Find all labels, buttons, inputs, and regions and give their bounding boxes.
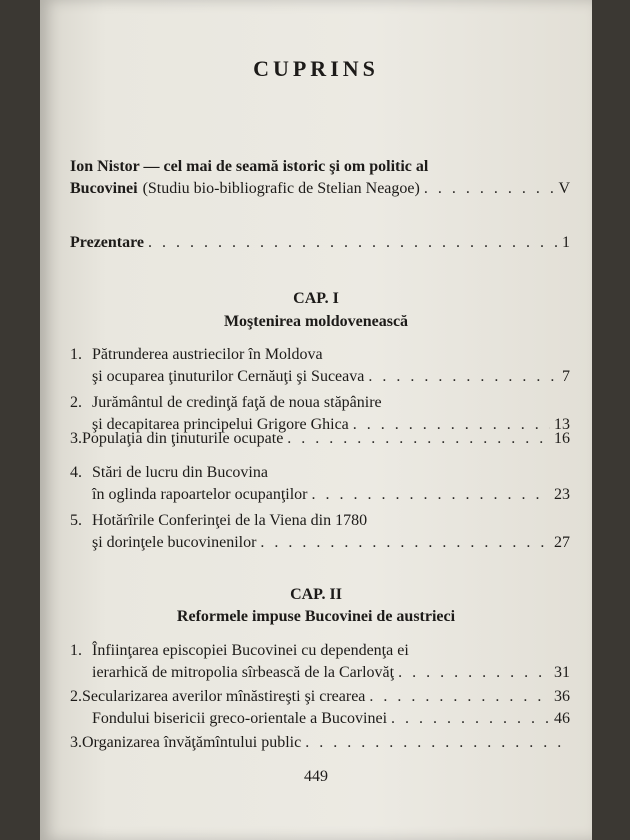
item-line2: în oglinda rapoartelor ocupanţilor [92,486,308,503]
item-number: 1. [70,346,82,363]
leader-dots [368,366,558,388]
leader-dots [311,484,550,506]
leader-dots [398,662,550,684]
leader-dots [148,232,558,254]
item-number: 2. [70,394,82,411]
item-line1: Hotărîrile Conferinţei de la Viena din 1780 [92,512,368,529]
item-line1: Secularizarea averilor mînăstireşti şi crearea [82,688,366,705]
toc-entry [70,732,570,754]
page-number: 27 [554,534,570,551]
page-number: 13 [554,416,570,433]
toc-entry-intro [70,156,570,200]
toc-entry [70,344,570,388]
prezentare-label: Prezentare [70,234,145,251]
leader-dots [369,686,550,708]
item-number: 3. [70,430,82,447]
item-number: 5. [70,512,82,529]
book-page [40,0,592,840]
toc-entry-prezentare [70,232,570,254]
toc-entry [70,640,570,684]
item-number: 1. [70,642,82,659]
page-number: 1 [562,234,570,251]
toc-entry [70,686,570,730]
toc-entry [70,428,570,450]
chapter-1-label: CAP. I [293,290,339,307]
item-line2: ierarhică de mitropolia sîrbească de la Carlovăţ [92,664,395,681]
page-number: V [558,180,570,197]
leader-dots [305,732,566,754]
item-line1: Jurământul de credinţă faţă de noua stăpânire [92,394,382,411]
intro-line2-rest: (Studiu bio-bibliografic de Stelian Neagoe) [142,180,420,197]
leader-dots [260,532,550,554]
page-number: 23 [554,486,570,503]
page-number: 16 [554,430,570,447]
item-line1: Pătrunderea austriecilor în Moldova [92,346,323,363]
page-number: 7 [562,368,570,385]
item-number: 3. [70,734,82,751]
page-folio: 449 [304,768,328,785]
item-line1: Înfiinţarea episcopiei Bucovinei cu dependenţa ei [92,642,409,659]
leader-dots [287,428,550,450]
page-number: 46 [554,710,570,727]
item-line2: Fondului bisericii greco-orientale a Bucovinei [92,710,388,727]
chapter-2-label: CAP. II [290,586,342,603]
page-title: CUPRINS [253,56,379,81]
item-line1: Populaţia din ţinuturile ocupate [82,430,284,447]
page-number: 31 [554,664,570,681]
item-line2: şi ocuparea ţinuturilor Cernăuţi şi Suceava [92,368,365,385]
item-number: 2. [70,688,82,705]
item-line1: Organizarea învăţămîntului public [82,734,302,751]
item-number: 4. [70,464,82,481]
toc-entry [70,510,570,554]
chapter-2-title: Reformele impuse Bucovinei de austrieci [176,608,456,625]
toc-entry [70,462,570,506]
intro-line2-bold: Bucovinei [70,180,138,197]
item-line2: şi decapitarea principelui Grigore Ghica [92,416,349,433]
leader-dots [391,708,550,730]
item-line1: Stări de lucru din Bucovina [92,464,268,481]
item-line2: şi dorinţele bucovinenilor [92,534,257,551]
intro-line1: Ion Nistor — cel mai de seamă istoric şi om politic al [70,158,429,175]
chapter-1-title: Moştenirea moldovenească [223,313,409,330]
leader-dots [424,178,555,200]
page-number: 36 [554,688,570,705]
